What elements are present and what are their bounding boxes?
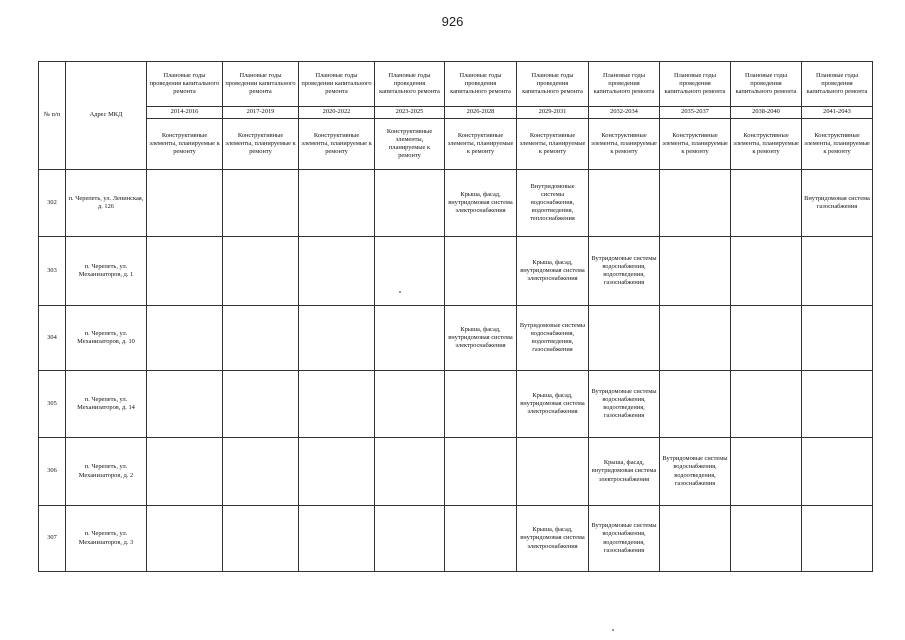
period-group-header: Плановые годы проведения капитального ремонта bbox=[589, 62, 660, 107]
period-cell bbox=[375, 170, 445, 237]
period-cell bbox=[223, 371, 299, 438]
period-cell: Вутридомовые системы водоснабжения, водоотведения, газоснабжения bbox=[517, 306, 589, 371]
period-cell: Внутридомовые системы водоснабжения, водоотведения, теплоснабжения bbox=[517, 170, 589, 237]
period-header: 2026-2028 bbox=[445, 107, 517, 119]
elements-header: Конструктивные элементы, планируемые к ремонту bbox=[445, 119, 517, 170]
table-row bbox=[39, 237, 873, 306]
period-group-header: Плановые годы проведения капитального ремонта bbox=[147, 62, 223, 107]
period-cell bbox=[802, 237, 873, 306]
period-header: 2041-2043 bbox=[802, 107, 873, 119]
period-group-header: Плановые годы проведения капитального ремонта bbox=[802, 62, 873, 107]
period-cell bbox=[299, 438, 375, 506]
period-cell bbox=[375, 506, 445, 572]
elements-header: Конструктивные элементы, планируемые к ремонту bbox=[147, 119, 223, 170]
period-cell bbox=[445, 237, 517, 306]
scan-speck bbox=[612, 629, 614, 631]
period-cell: Вутридомовые системы водоснабжения, водоотведения, газоснабжения bbox=[589, 506, 660, 572]
period-header: 2023-2025 bbox=[375, 107, 445, 119]
period-cell bbox=[731, 371, 802, 438]
period-header: 2014-2016 bbox=[147, 107, 223, 119]
period-cell bbox=[731, 438, 802, 506]
period-group-header: Плановые годы проведения капитального ремонта bbox=[517, 62, 589, 107]
period-cell bbox=[299, 506, 375, 572]
table-row bbox=[39, 170, 873, 237]
period-cell bbox=[375, 237, 445, 306]
period-cell bbox=[660, 371, 731, 438]
period-cell: Крыша, фасад, внутридомовая система электроснабжения bbox=[517, 506, 589, 572]
period-cell bbox=[299, 170, 375, 237]
period-cell bbox=[802, 438, 873, 506]
period-cell bbox=[802, 371, 873, 438]
period-cell bbox=[731, 170, 802, 237]
period-cell bbox=[147, 237, 223, 306]
period-header: 2032-2034 bbox=[589, 107, 660, 119]
period-cell bbox=[147, 438, 223, 506]
period-cell bbox=[660, 170, 731, 237]
table-row bbox=[39, 506, 873, 572]
row-number: 306 bbox=[39, 438, 66, 506]
period-cell: Вутридомовые системы водоснабжения, водоотведения, газоснабжения bbox=[589, 237, 660, 306]
elements-header: Конструктивные элементы, планируемые к ремонту bbox=[589, 119, 660, 170]
period-cell: Внутридомовая система газоснабжения bbox=[802, 170, 873, 237]
period-header: 2029-2031 bbox=[517, 107, 589, 119]
period-group-header: Плановые годы проведения капитального ремонта bbox=[445, 62, 517, 107]
repair-schedule-table bbox=[38, 61, 873, 572]
period-group-header: Плановые годы проведения капитального ремонта bbox=[731, 62, 802, 107]
period-cell bbox=[375, 306, 445, 371]
period-header: 2038-2040 bbox=[731, 107, 802, 119]
elements-header: Конструктивные элементы, планируемые к ремонту bbox=[660, 119, 731, 170]
period-cell bbox=[517, 438, 589, 506]
row-number: 303 bbox=[39, 237, 66, 306]
period-cell: Крыша, фасад, внутридомовая система электроснабжения bbox=[589, 438, 660, 506]
period-cell bbox=[223, 237, 299, 306]
period-cell bbox=[375, 371, 445, 438]
period-cell bbox=[445, 438, 517, 506]
header-row-groups bbox=[39, 62, 873, 107]
period-cell: Крыша, фасад, внутридомовая система электроснабжения bbox=[517, 237, 589, 306]
period-cell bbox=[802, 306, 873, 371]
period-group-header: Плановые годы проведении капитального ремонта bbox=[223, 62, 299, 107]
period-cell bbox=[223, 170, 299, 237]
elements-header: Конструктивные элементы, планируемые к ремонту bbox=[731, 119, 802, 170]
page-number: 926 bbox=[441, 14, 464, 29]
row-address: п. Черепеть, ул. Механизаторов, д. 10 bbox=[66, 306, 147, 371]
period-cell bbox=[445, 506, 517, 572]
period-cell: Вутридомовые системы водоснабжения, водоотведения, газоснабжения bbox=[660, 438, 731, 506]
period-group-header: Плановые годы проведении капитального ремонта bbox=[299, 62, 375, 107]
elements-header: Конструктивные элементы, планируемые к ремонту bbox=[517, 119, 589, 170]
table-row bbox=[39, 438, 873, 506]
elements-header: Конструктивные элементы, планируемые к ремонту bbox=[299, 119, 375, 170]
row-number: 307 bbox=[39, 506, 66, 572]
row-number: 304 bbox=[39, 306, 66, 371]
table-row bbox=[39, 306, 873, 371]
header-row-elements bbox=[39, 119, 873, 170]
row-address: п. Черепеть, ул. Механизаторов, д. 3 bbox=[66, 506, 147, 572]
period-cell bbox=[147, 306, 223, 371]
period-cell bbox=[660, 237, 731, 306]
period-cell bbox=[223, 506, 299, 572]
period-cell bbox=[589, 170, 660, 237]
period-cell bbox=[299, 237, 375, 306]
period-cell: Крыша, фасад, внутридомовая система электроснабжения bbox=[517, 371, 589, 438]
elements-header: Конструктивные элементы, планируемые к ремонту bbox=[375, 119, 445, 170]
address-column-header: Адрес МКД bbox=[66, 62, 147, 170]
period-cell bbox=[802, 506, 873, 572]
period-cell bbox=[147, 170, 223, 237]
period-cell: Крыша, фасад, внутридомовая система электроснабжения bbox=[445, 170, 517, 237]
period-cell bbox=[731, 506, 802, 572]
row-address: п. Черепеть, ул. Механизаторов, д. 1 bbox=[66, 237, 147, 306]
period-header: 2035-2037 bbox=[660, 107, 731, 119]
period-cell: Крыша, фасад, внутридомовая система электроснабжения bbox=[445, 306, 517, 371]
period-group-header: Плановые годы проведения капитального ремонта bbox=[375, 62, 445, 107]
period-cell bbox=[299, 371, 375, 438]
row-number: 305 bbox=[39, 371, 66, 438]
scan-speck bbox=[399, 291, 401, 293]
num-column-header: № п/п bbox=[39, 62, 66, 170]
row-address: п. Черепеть, ул. Механизаторов, д. 2 bbox=[66, 438, 147, 506]
period-cell bbox=[589, 306, 660, 371]
elements-header: Конструктивные элементы, планируемые к ремонту bbox=[223, 119, 299, 170]
header-row-periods bbox=[39, 107, 873, 119]
period-cell bbox=[445, 371, 517, 438]
period-cell: Вутридомовые системы водоснабжения, водоотведения, газоснабжения bbox=[589, 371, 660, 438]
period-cell bbox=[147, 371, 223, 438]
period-cell bbox=[731, 306, 802, 371]
period-cell bbox=[731, 237, 802, 306]
period-cell bbox=[223, 438, 299, 506]
period-cell bbox=[299, 306, 375, 371]
table-row bbox=[39, 371, 873, 438]
period-cell bbox=[660, 506, 731, 572]
period-header: 2020-2022 bbox=[299, 107, 375, 119]
period-cell bbox=[223, 306, 299, 371]
period-header: 2017-2019 bbox=[223, 107, 299, 119]
period-group-header: Плановые годы проведения капитального ремонта bbox=[660, 62, 731, 107]
elements-header: Конструктивные элементы, планируемые к ремонту bbox=[802, 119, 873, 170]
row-address: п. Черепеть, ул. Механизаторов, д. 14 bbox=[66, 371, 147, 438]
period-cell bbox=[147, 506, 223, 572]
period-cell bbox=[660, 306, 731, 371]
row-address: п. Черепеть, ул. Ленинская, д. 126 bbox=[66, 170, 147, 237]
period-cell bbox=[375, 438, 445, 506]
row-number: 302 bbox=[39, 170, 66, 237]
